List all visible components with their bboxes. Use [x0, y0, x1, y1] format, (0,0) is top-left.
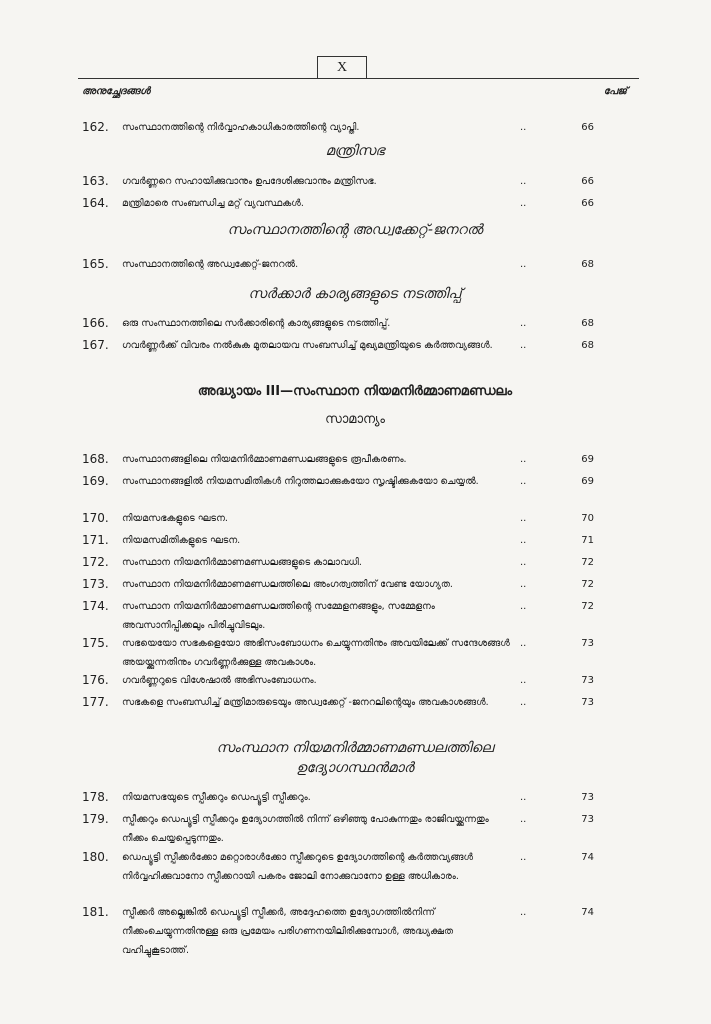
entry-dots: ..: [520, 259, 527, 270]
entry-page: 72: [581, 601, 594, 612]
entry-number: 165.: [82, 257, 109, 271]
entry-text: മന്ത്രിമാരെ സംബന്ധിച്ച മറ്റ് വ്യവസ്ഥകൾ.: [122, 198, 304, 209]
column-header-articles: അനുച്ഛേദങ്ങൾ: [82, 86, 151, 97]
entry-dots: ..: [520, 579, 527, 590]
entry-dots: ..: [520, 454, 527, 465]
entry-page: 66: [581, 176, 594, 187]
entry-number: 163.: [82, 174, 109, 188]
entry-dots: ..: [520, 122, 527, 133]
entry-number: 166.: [82, 316, 109, 330]
entry-text: സംസ്ഥാന നിയമനിർമ്മാണമണ്ഡലത്തിലെ അംഗത്വത്തിന് വേണ്ട യോഗ്യത.: [122, 579, 453, 590]
entry-dots: ..: [520, 675, 527, 686]
entry-number: 167.: [82, 338, 109, 352]
top-rule: [78, 78, 639, 79]
chapter-heading: അദ്ധ്യായം III—സംസ്ഥാന നിയമനിർമ്മാണമണ്ഡലം: [197, 384, 513, 399]
entry-page: 73: [581, 675, 594, 686]
entry-dots: ..: [520, 176, 527, 187]
entry-page: 74: [581, 852, 594, 863]
entry-number: 162.: [82, 120, 109, 134]
entry-page: 68: [581, 340, 594, 351]
entry-page: 70: [581, 513, 594, 524]
entry-text: സംസ്ഥാനത്തിന്റെ അഡ്വക്കേറ്റ്-ജനറൽ.: [122, 259, 299, 270]
entry-text: നിയമസമിതികളുടെ ഘടന.: [122, 535, 241, 546]
entry-text: ഗവർണ്ണർക്ക് വിവരം നൽകുക മുതലായവ സംബന്ധിച്ച് മുഖ്യമന്ത്രിയുടെ കർത്തവ്യങ്ങൾ.: [122, 340, 493, 351]
entry-page: 73: [581, 697, 594, 708]
entry-dots: ..: [520, 601, 527, 612]
entry-text: നിയമസഭയുടെ സ്പീക്കറും ഡെപ്യൂട്ടി സ്പീക്കറും.: [122, 792, 311, 803]
entry-number: 175.: [82, 636, 109, 650]
entry-page: 72: [581, 579, 594, 590]
entry-page: 72: [581, 557, 594, 568]
entry-text: നിയമസഭകളുടെ ഘടന.: [122, 513, 228, 524]
section-heading-conduct-of-business: സർക്കാർ കാര്യങ്ങളുടെ നടത്തിപ്പ്: [248, 286, 462, 302]
entry-dots: ..: [520, 792, 527, 803]
entry-page: 73: [581, 814, 594, 825]
entry-text: സ്പീക്കറും ഡെപ്യൂട്ടി സ്പീക്കറും ഉദ്യോഗത്തിൽ നിന്ന് ഒഴിഞ്ഞു പോകുന്നതും രാജിവയ്ക്കുന്നതും നീക്കം ചെയ്യപ്പെടുന്നതും.: [122, 814, 489, 844]
entry-page: 66: [581, 122, 594, 133]
entry-number: 179.: [82, 812, 109, 826]
entry-text: സംസ്ഥാനത്തിന്റെ നിർവ്വാഹകാധികാരത്തിന്റെ വ്യാപ്തി.: [122, 122, 360, 133]
entry-page: 69: [581, 454, 594, 465]
entry-dots: ..: [520, 318, 527, 329]
section-heading-cabinet: മന്ത്രിസഭ: [325, 143, 385, 159]
entry-page: 71: [581, 535, 594, 546]
entry-number: 178.: [82, 790, 109, 804]
entry-number: 174.: [82, 599, 109, 613]
entry-page: 73: [581, 638, 594, 649]
entry-number: 170.: [82, 511, 109, 525]
entry-number: 180.: [82, 850, 109, 864]
entry-page: 68: [581, 259, 594, 270]
entry-dots: ..: [520, 476, 527, 487]
entry-number: 173.: [82, 577, 109, 591]
entry-dots: ..: [520, 198, 527, 209]
entry-text: സംസ്ഥാന നിയമനിർമ്മാണമണ്ഡലങ്ങളുടെ കാലാവധി.: [122, 557, 362, 568]
entry-number: 177.: [82, 695, 109, 709]
entry-number: 176.: [82, 673, 109, 687]
entry-dots: ..: [520, 340, 527, 351]
page-number: X: [317, 56, 367, 79]
entry-text: ഗവർണ്ണറുടെ വിശേഷാൽ അഭിസംബോധനം.: [122, 675, 317, 686]
entry-dots: ..: [520, 907, 527, 918]
column-header-page: പേജ്: [603, 86, 627, 97]
entry-number: 164.: [82, 196, 109, 210]
entry-number: 171.: [82, 533, 109, 547]
entry-dots: ..: [520, 638, 527, 649]
entry-page: 68: [581, 318, 594, 329]
entry-dots: ..: [520, 852, 527, 863]
entry-text: ഡെപ്യൂട്ടി സ്പീക്കർക്കോ മറ്റൊരാൾക്കോ സ്പീക്കറുടെ ഉദ്യോഗത്തിന്റെ കർത്തവ്യങ്ങൾ നിർവ്വഹിക്കുവാനോ സ്പീക്കറായി പകരം ജോലി നോക്കുവാനോ ഉള്ള അധികാരം.: [122, 852, 474, 882]
entry-number: 168.: [82, 452, 109, 466]
section-heading-officers-line2: ഉദ്യോഗസ്ഥൻമാർ: [296, 760, 414, 776]
entry-text: സഭകളെ സംബന്ധിച്ച് മന്ത്രിമാരുടെയും അഡ്വക്കേറ്റ് -ജനറലിന്റെയും അവകാശങ്ങൾ.: [122, 697, 489, 708]
entry-page: 73: [581, 792, 594, 803]
entry-dots: ..: [520, 535, 527, 546]
entry-dots: ..: [520, 513, 527, 524]
entry-text: സംസ്ഥാനങ്ങളിലെ നിയമനിർമ്മാണമണ്ഡലങ്ങളുടെ രൂപീകരണം.: [122, 454, 407, 465]
entry-dots: ..: [520, 557, 527, 568]
entry-dots: ..: [520, 697, 527, 708]
entry-page: 66: [581, 198, 594, 209]
entry-text: ഗവർണ്ണറെ സഹായിക്കുവാനും ഉപദേശിക്കുവാനും മന്ത്രിസഭ.: [122, 176, 377, 187]
entry-number: 181.: [82, 905, 109, 919]
section-heading-officers-line1: സംസ്ഥാന നിയമനിർമ്മാണമണ്ഡലത്തിലെ: [216, 740, 494, 756]
entry-text: സംസ്ഥാനങ്ങളിൽ നിയമസമിതികൾ നിറുത്തലാക്കുകയോ സൃഷ്ടിക്കുകയോ ചെയ്യൽ.: [122, 476, 479, 487]
entry-text: സഭയെയോ സഭകളെയോ അഭിസംബോധനം ചെയ്യുന്നതിനും അവയിലേക്ക് സന്ദേശങ്ങൾ അയയ്ക്കുന്നതിനും ഗവർണ്ണർക്കുള്ള അവകാശം.: [122, 638, 510, 668]
entry-number: 172.: [82, 555, 109, 569]
section-heading-general: സാമാന്യം: [325, 412, 385, 427]
entry-number: 169.: [82, 474, 109, 488]
entry-text: സംസ്ഥാന നിയമനിർമ്മാണമണ്ഡലത്തിന്റെ സമ്മേളനങ്ങളും, സമ്മേളനം അവസാനിപ്പിക്കലും പിരിച്ചുവിടലും.: [122, 601, 435, 631]
entry-text: ഒരു സംസ്ഥാനത്തിലെ സർക്കാരിന്റെ കാര്യങ്ങളുടെ നടത്തിപ്പ്.: [122, 318, 391, 329]
entry-text: സ്പീക്കർ അല്ലെങ്കിൽ ഡെപ്യൂട്ടി സ്പീക്കർ, അദ്ദേഹത്തെ ഉദ്യോഗത്തിൽനിന്ന് നീക്കംചെയ്യുന്നതിനുള്ള ഒരു പ്രമേയം പരിഗണനയിലിരിക്കുമ്പോൾ, അദ്ധ്യക്ഷത വഹിച്ചുകൂടാത്ത്.: [122, 907, 454, 956]
entry-dots: ..: [520, 814, 527, 825]
entry-page: 69: [581, 476, 594, 487]
section-heading-advocate-general: സംസ്ഥാനത്തിന്റെ അഡ്വക്കേറ്റ്-ജനറൽ: [227, 222, 483, 238]
entry-page: 74: [581, 907, 594, 918]
